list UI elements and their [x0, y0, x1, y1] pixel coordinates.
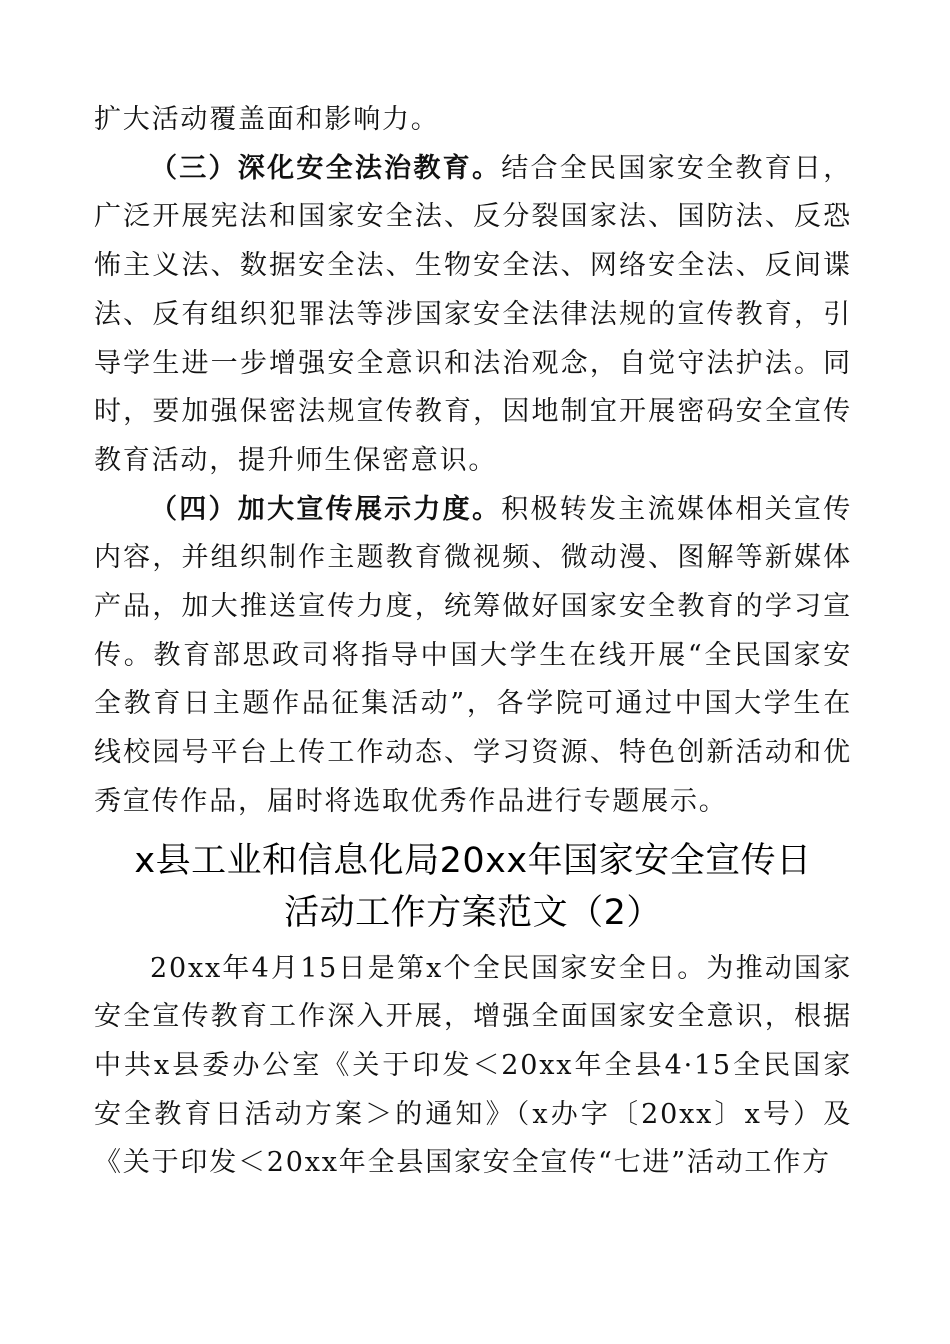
- document-title-line-2: 活动工作方案范文（2）: [284, 892, 662, 933]
- document-title-line-1: x县工业和信息化局20xx年国家安全宣传日: [134, 840, 812, 881]
- section-3-body: 结合全民国家安全教育日，广泛开展宪法和国家安全法、反分裂国家法、国防法、反恐怖主义法、数据安全法、生物安全法、网络安全法、反间谍法、反有组织犯罪法等涉国家安全法律法规的宣传教育，引导学生进一步增强安全意识和法治观念，自觉守法护法。同时，要加强保密法规宣传教育，因地制宜开展密码安全宣传教育活动，提升师生保密意识。: [94, 152, 852, 476]
- section-3-heading: （三）深化安全法治教育。: [150, 152, 502, 184]
- intro-paragraph: 20xx年4月15日是第x个全民国家安全日。为推动国家安全宣传教育工作深入开展，增强全面国家安全意识，根据中共x县委办公室《关于印发＜20xx年全县4·15全民国家安全教育日活动方案＞的通知》（x办字〔20xx〕x号）及《关于印发＜20xx年全县国家安全宣传“七进”活动工作方: [94, 952, 852, 1179]
- section-4-paragraph: [94, 486, 852, 827]
- section-4-heading: （四）加大宣传展示力度。: [150, 493, 502, 525]
- document-title: [94, 835, 852, 939]
- document-page: [94, 96, 852, 1188]
- section-3-paragraph: [94, 145, 852, 486]
- section-4-body: 积极转发主流媒体相关宣传内容，并组织制作主题教育微视频、微动漫、图解等新媒体产品，加大推送宣传力度，统筹做好国家安全教育的学习宣传。教育部思政司将指导中国大学生在线开展“全民国家安全教育日主题作品征集活动”，各学院可通过中国大学生在线校园号平台上传工作动态、学习资源、特色创新活动和优秀宣传作品，届时将选取优秀作品进行专题展示。: [94, 493, 852, 817]
- paragraph-continuation: 扩大活动覆盖面和影响力。: [94, 104, 440, 135]
